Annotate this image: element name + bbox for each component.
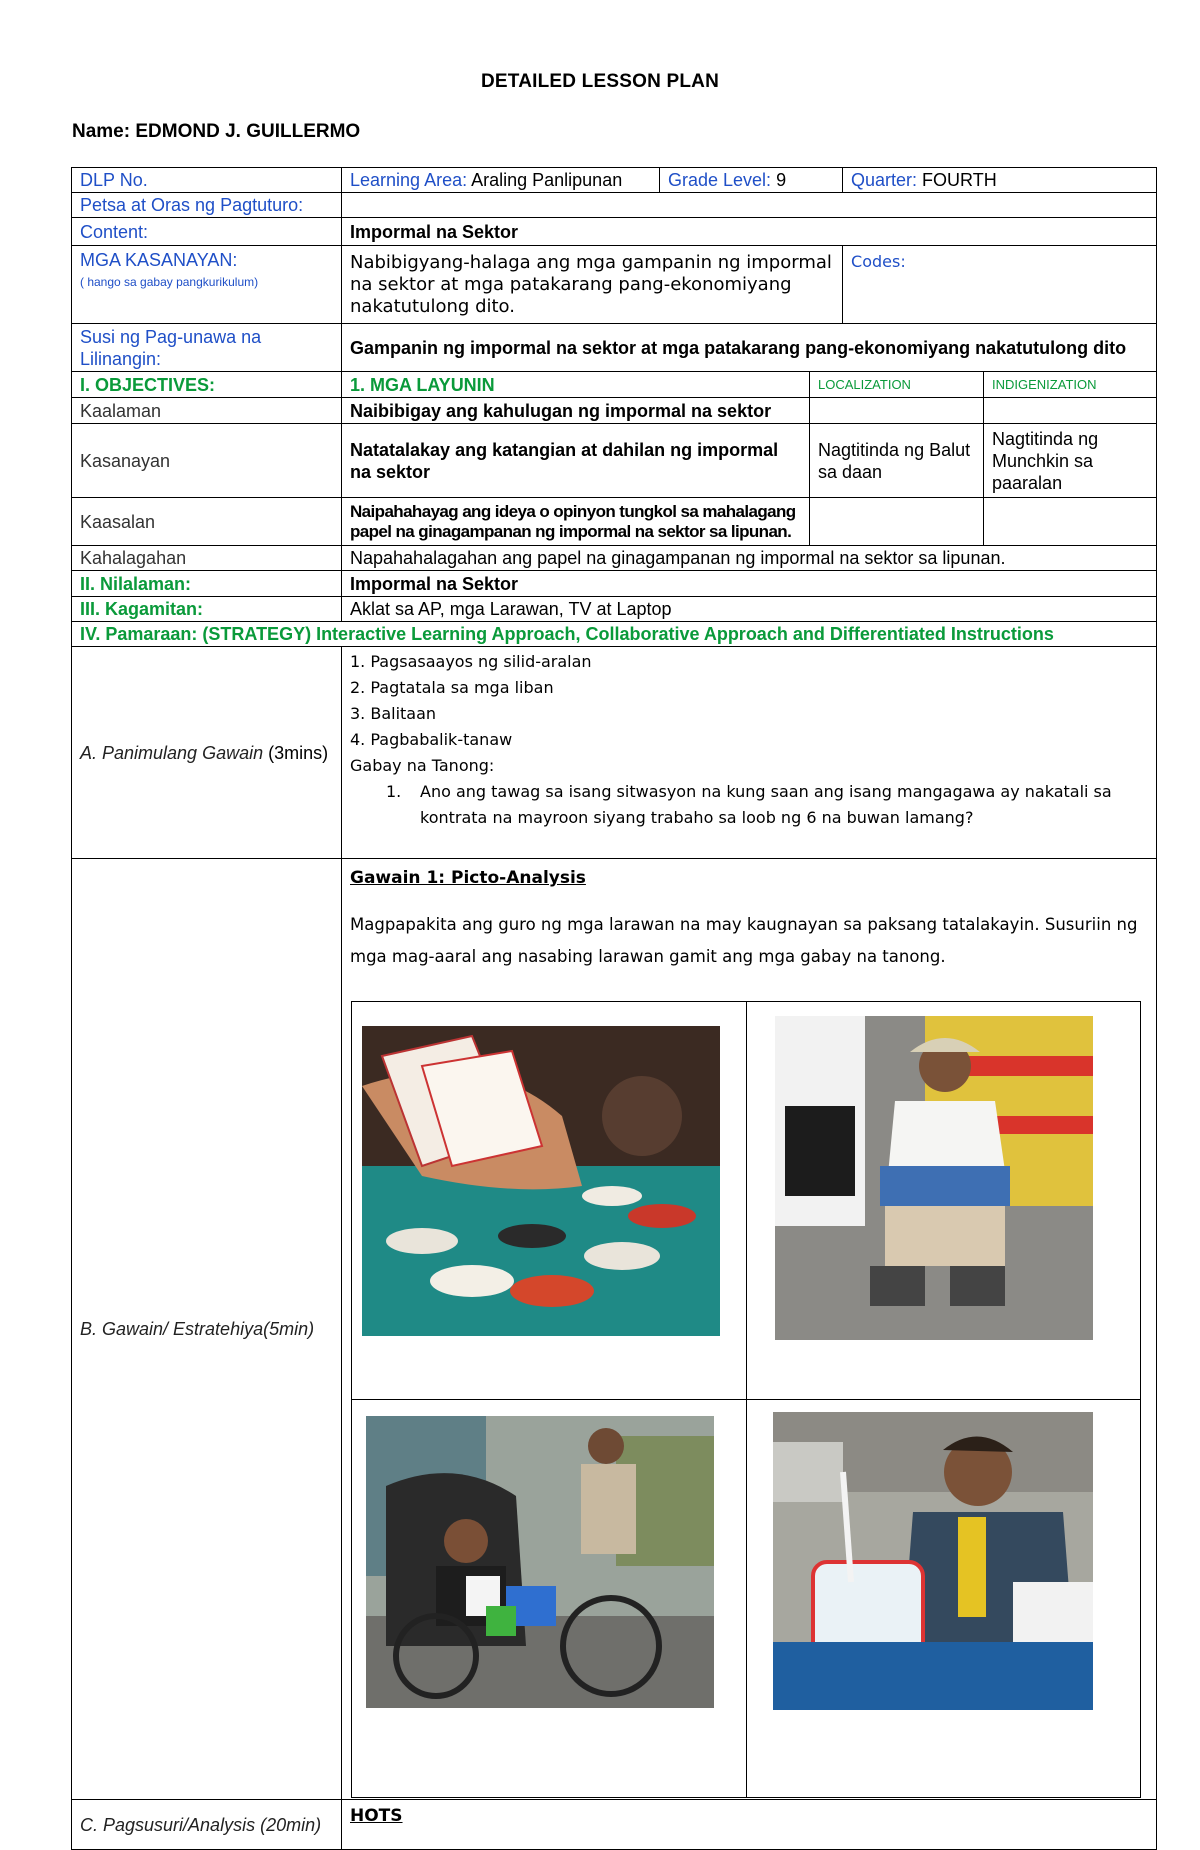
gawain-content <box>342 859 1157 1800</box>
panimula-label-cell <box>72 647 342 859</box>
kasanayan-indigenization: Nagtitinda ng Munchkin sa paaralan <box>984 424 1157 498</box>
kasanayan-label: MGA KASANAYAN: <box>80 250 238 270</box>
guide-question <box>350 779 1148 831</box>
kasanayan-label-cell <box>72 246 342 324</box>
document-title: DETAILED LESSON PLAN <box>481 71 719 92</box>
kasanayan-sublabel: ( hango sa gabay pangkurikulum) <box>80 275 259 289</box>
kahalagahan-label: Kahalagahan <box>72 546 342 571</box>
petsa-label: Petsa at Oras ng Pagtuturo: <box>72 193 342 218</box>
content-label: Content: <box>72 218 342 246</box>
gawain-instruction: Magpapakita ang guro ng mga larawan na may kaugnayan sa paksang tatalakayin. Susuriin ng mga mag-aaral ang nasabing larawan gamit ang mga gabay na tanong. <box>350 915 1138 966</box>
pagsusuri-content <box>342 1800 1157 1850</box>
photo-cell-pedicab <box>352 1400 747 1798</box>
list-item: 2. Pagtatala sa mga liban <box>350 678 554 697</box>
grade-level-label: Grade Level: <box>668 170 772 190</box>
quarter-value: FOURTH <box>917 170 997 190</box>
objectives-label: I. OBJECTIVES: <box>72 372 342 398</box>
quarter-label: Quarter: <box>851 170 918 190</box>
content-value: Impormal na Sektor <box>342 218 1157 246</box>
quarter-cell <box>843 168 1157 193</box>
indigenization-label: INDIGENIZATION <box>984 372 1157 398</box>
kagamitan-label: III. Kagamitan: <box>72 597 342 622</box>
pamaraan-label: IV. Pamaraan: (STRATEGY) Interactive Learning Approach, Collaborative Approach and Differentiated Instructions <box>72 622 1157 647</box>
kasanayan-obj-label: Kasanayan <box>72 424 342 498</box>
localization-label: LOCALIZATION <box>810 372 984 398</box>
gawain-label-cell <box>72 859 342 1800</box>
gawain-heading: Gawain 1: Picto-Analysis <box>350 868 586 888</box>
layunin-label: 1. MGA LAYUNIN <box>342 372 810 398</box>
list-item: 1. Pagsasaayos ng silid-aralan <box>350 652 592 671</box>
petsa-value <box>342 193 1157 218</box>
kaasalan-value: Naipahahayag ang ideya o opinyon tungkol sa mahalagang papel na ginagampanan ng impormal na sektor sa lipunan. <box>342 498 810 546</box>
list-item: 3. Balitaan <box>350 704 437 723</box>
kaasalan-localization <box>810 498 984 546</box>
teacher-name: Name: EDMOND J. GUILLERMO <box>72 121 361 142</box>
lesson-plan-table <box>71 167 1157 1850</box>
gabay-label: Gabay na Tanong: <box>350 756 495 775</box>
kagamitan-value: Aklat sa AP, mga Larawan, TV at Laptop <box>342 597 1157 622</box>
susi-value: Gampanin ng impormal na sektor at mga patakarang pang-ekonomiyang nakatutulong dito <box>342 324 1157 372</box>
kasanayan-localization: Nagtitinda ng Balut sa daan <box>810 424 984 498</box>
nilalaman-label: II. Nilalaman: <box>72 571 342 597</box>
codes-label: Codes: <box>851 252 906 271</box>
grade-level-value: 9 <box>771 170 787 190</box>
susi-label: Susi ng Pag-unawa na Lilinangin: <box>72 324 342 372</box>
grade-level-cell <box>660 168 843 193</box>
pedicab-driver-photo <box>366 1416 714 1708</box>
panimula-steps <box>350 649 1148 779</box>
kaalaman-indigenization <box>984 398 1157 424</box>
gambling-photo <box>362 1026 720 1336</box>
photo-cell-gambling <box>352 1002 747 1400</box>
nilalaman-value: Impormal na Sektor <box>342 571 1157 597</box>
panimula-time: (3mins) <box>263 742 329 763</box>
kaalaman-label: Kaalaman <box>72 398 342 424</box>
photo-cell-vendor <box>746 1002 1141 1400</box>
kaasalan-indigenization <box>984 498 1157 546</box>
cigarette-vendor-photo <box>775 1016 1093 1340</box>
gawain-label: B. Gawain/ Estratehiya(5min) <box>80 1319 315 1339</box>
kaasalan-label: Kaasalan <box>72 498 342 546</box>
panimula-content <box>342 647 1157 859</box>
panimula-label: A. Panimulang Gawain <box>80 742 264 763</box>
photo-grid <box>351 1001 1141 1798</box>
learning-area-cell <box>342 168 660 193</box>
kasanayan-value: Nabibigyang-halaga ang mga gampanin ng impormal na sektor at mga patakarang pang-ekonomiyang nakatutulong dito. <box>342 246 843 324</box>
photo-cell-drink-vendor <box>746 1400 1141 1798</box>
pagsusuri-label-cell <box>72 1800 342 1850</box>
learning-area-value: Araling Panlipunan <box>467 170 623 190</box>
kaalaman-localization <box>810 398 984 424</box>
kasanayan-obj-value: Natatalakay ang katangian at dahilan ng impormal na sektor <box>342 424 810 498</box>
drink-vendor-photo <box>773 1412 1093 1710</box>
codes-cell <box>843 246 1157 324</box>
learning-area-label: Learning Area: <box>350 170 468 190</box>
question-text: Ano ang tawag sa isang sitwasyon na kung saan ang isang mangagawa ay nakatali sa kontrata na mayroon siyang trabaho sa loob ng 6 na buwan lamang? <box>420 782 1112 827</box>
kaalaman-value: Naibibigay ang kahulugan ng impormal na sektor <box>342 398 810 424</box>
dlp-no-cell: DLP No. <box>72 168 342 193</box>
question-number: 1. <box>386 782 402 801</box>
hots-label: HOTS <box>350 1806 403 1826</box>
pagsusuri-label: C. Pagsusuri/Analysis (20min) <box>80 1814 322 1835</box>
kahalagahan-value: Napahahalagahan ang papel na ginagampanan ng impormal na sektor sa lipunan. <box>342 546 1157 571</box>
list-item: 4. Pagbabalik-tanaw <box>350 730 513 749</box>
